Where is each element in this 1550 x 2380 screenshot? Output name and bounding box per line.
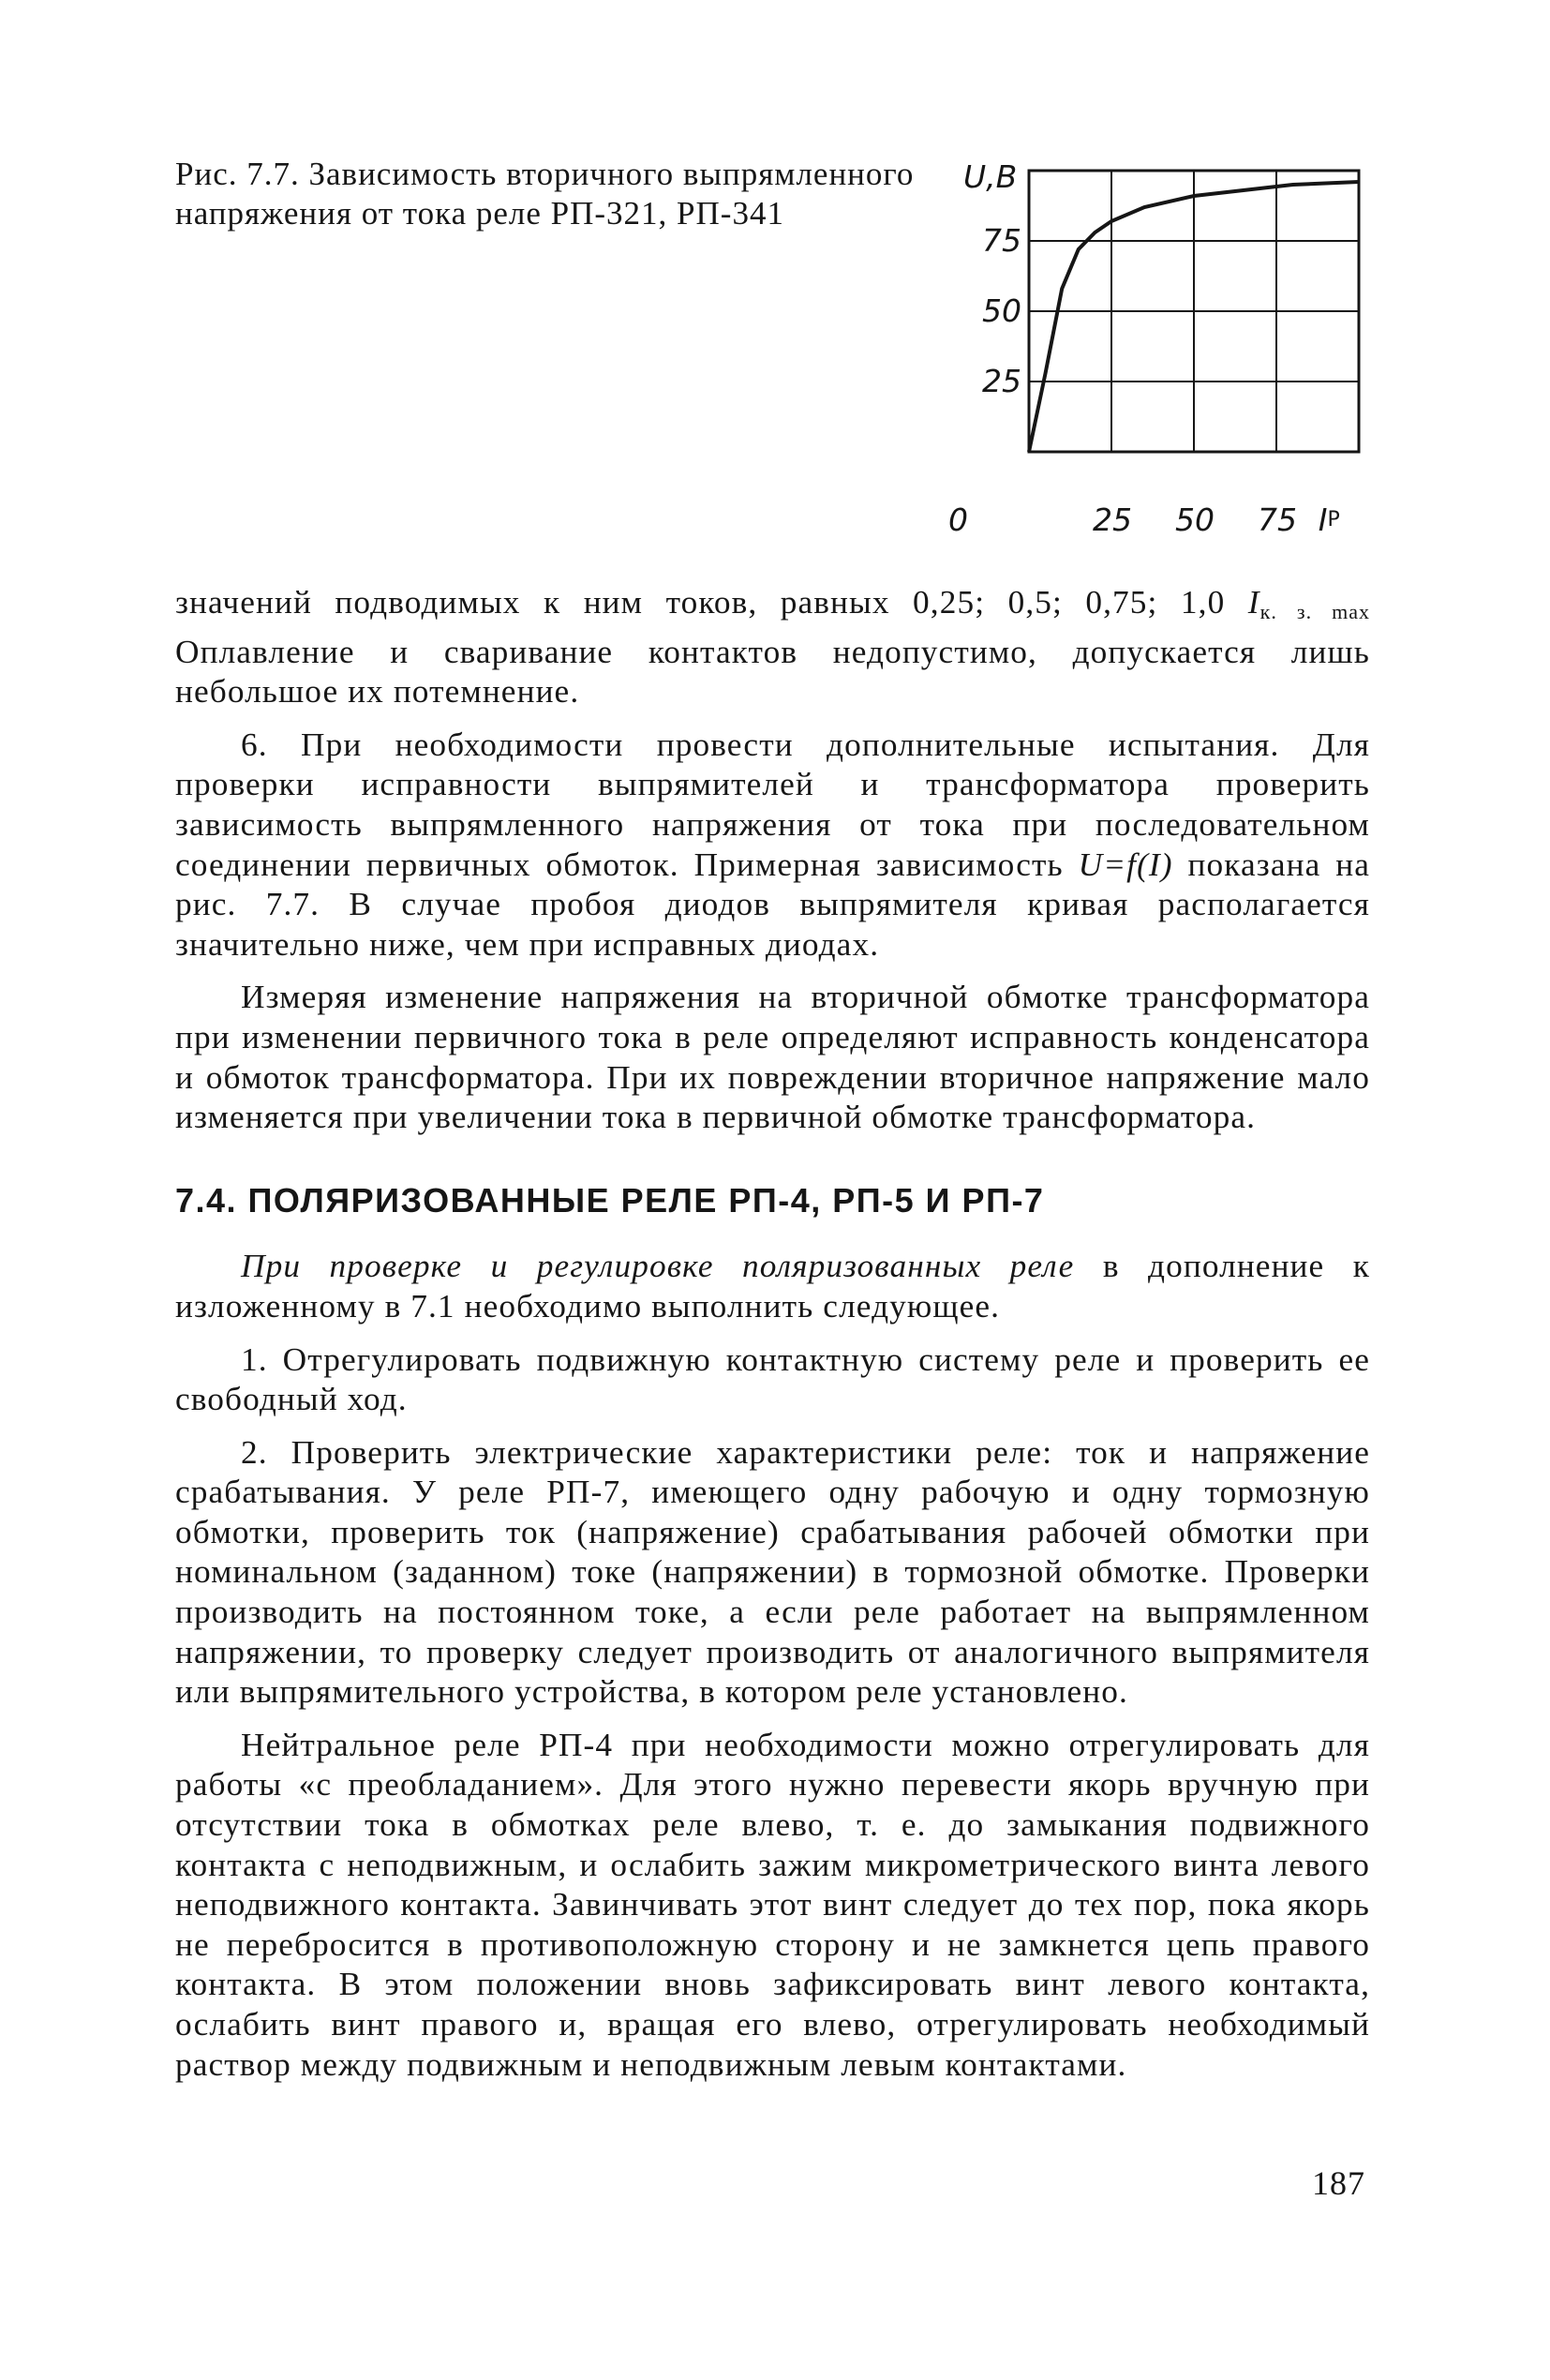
figure-7-7-chart — [946, 150, 1396, 572]
x-tick-label: 50 — [1175, 501, 1215, 538]
y-tick-label: 75 — [982, 222, 1021, 259]
x-axis-label-sub: Р — [1327, 508, 1340, 531]
x-tick-label: 75 — [1258, 501, 1297, 538]
intro-rest: в дополнение к изложенному в 7.1 необходимо выполнить следующее. — [175, 1248, 1370, 1325]
figure-caption: Рис. 7.7. Зависимость вторичного выпрямленного напряжения от тока реле РП-321, РП-341 — [175, 156, 915, 232]
paragraph-item-1: 1. Отрегулировать подвижную контактную систему реле и проверить ее свободный ход. — [175, 1340, 1370, 1418]
x-axis-label — [1318, 501, 1340, 538]
p2-math: U=f(I) — [1078, 846, 1173, 883]
p1-text-b: Оплавление и сваривание контактов недопустимо, допускается лишь небольшое их потемнение. — [175, 633, 1370, 711]
intro-italic: При проверке и регулировке поляризованных реле — [241, 1248, 1075, 1285]
paragraph-item-2: 2. Проверить электрические характеристики реле: ток и напряжение срабатывания. У реле РП-7, имеющего одну рабочую и одну тормозную обмотки, проверить ток (напряжение) срабатывания рабочей обмотки при номинальном (заданном) токе (напряжении) в тормозной обмотке. Проверки производить на постоянном токе, а если реле работает на выпрямленном напряжении, то проверку следует производить от аналогичного выпрямителя или выпрямительного устройства, в котором реле установлено. — [175, 1433, 1370, 1711]
paragraph-continuation — [175, 583, 1370, 712]
page-body — [175, 583, 1370, 2085]
p2-text-b: показана на рис. 7.7. В случае пробоя диодов выпрямителя кривая располагается значительно ниже, чем при исправных диодах. — [175, 846, 1371, 963]
paragraph-item-6 — [175, 726, 1370, 965]
p1-math: I — [1247, 584, 1260, 621]
chart-grid — [1029, 171, 1359, 452]
x-tick-label: 0 — [948, 501, 968, 538]
p1-subscript: к. з. max — [1259, 600, 1370, 623]
y-tick-label: 50 — [982, 292, 1021, 329]
p2-text-a: 6. При необходимости провести дополнительные испытания. Для проверки исправности выпрямителей и трансформатора проверить зависимость выпрямленного напряжения от тока при последовательном соединении первичных обмоток. Примерная зависимость — [175, 726, 1370, 883]
y-axis-label: U,В — [963, 158, 1018, 195]
x-axis-label-main: I — [1318, 501, 1328, 538]
page-number: 187 — [1312, 2164, 1365, 2202]
paragraph-measuring: Измеряя изменение напряжения на вторичной обмотке трансформатора при изменении первичного тока в реле определяют исправность конденсатора и обмоток трансформатора. При их повреждении вторичное напряжение мало изменяется при увеличении тока в первичной обмотке трансформатора. — [175, 979, 1370, 1136]
paragraph-rp4: Нейтральное реле РП-4 при необходимости можно отрегулировать для работы «с преобладанием». Для этого нужно перевести якорь вручную при отсутствии тока в обмотках реле влево, т. е. до замыкания подвижного контакта с неподвижным, и ослабить зажим микрометрического винта левого неподвижного контакта. Завинчивать этот винт следует до тех пор, пока якорь не перебросится в противоположную сторону и не замкнется цепь правого контакта. В этом положении вновь зафиксировать винт левого контакта, ослабить винт правого и, вращая его влево, отрегулировать необходимый раствор между подвижным и неподвижным левым контактами. — [175, 1726, 1370, 2083]
x-tick-label: 25 — [1093, 501, 1132, 538]
paragraph-section-intro — [175, 1247, 1370, 1326]
p1-text-a: значений подводимых к ним токов, равных 0,25; 0,5; 0,75; 1,0 — [175, 584, 1248, 621]
y-tick-label: 25 — [982, 363, 1021, 399]
section-heading: 7.4. ПОЛЯРИЗОВАННЫЕ РЕЛЕ РП-4, РП-5 И РП-7 — [175, 1180, 1045, 1220]
